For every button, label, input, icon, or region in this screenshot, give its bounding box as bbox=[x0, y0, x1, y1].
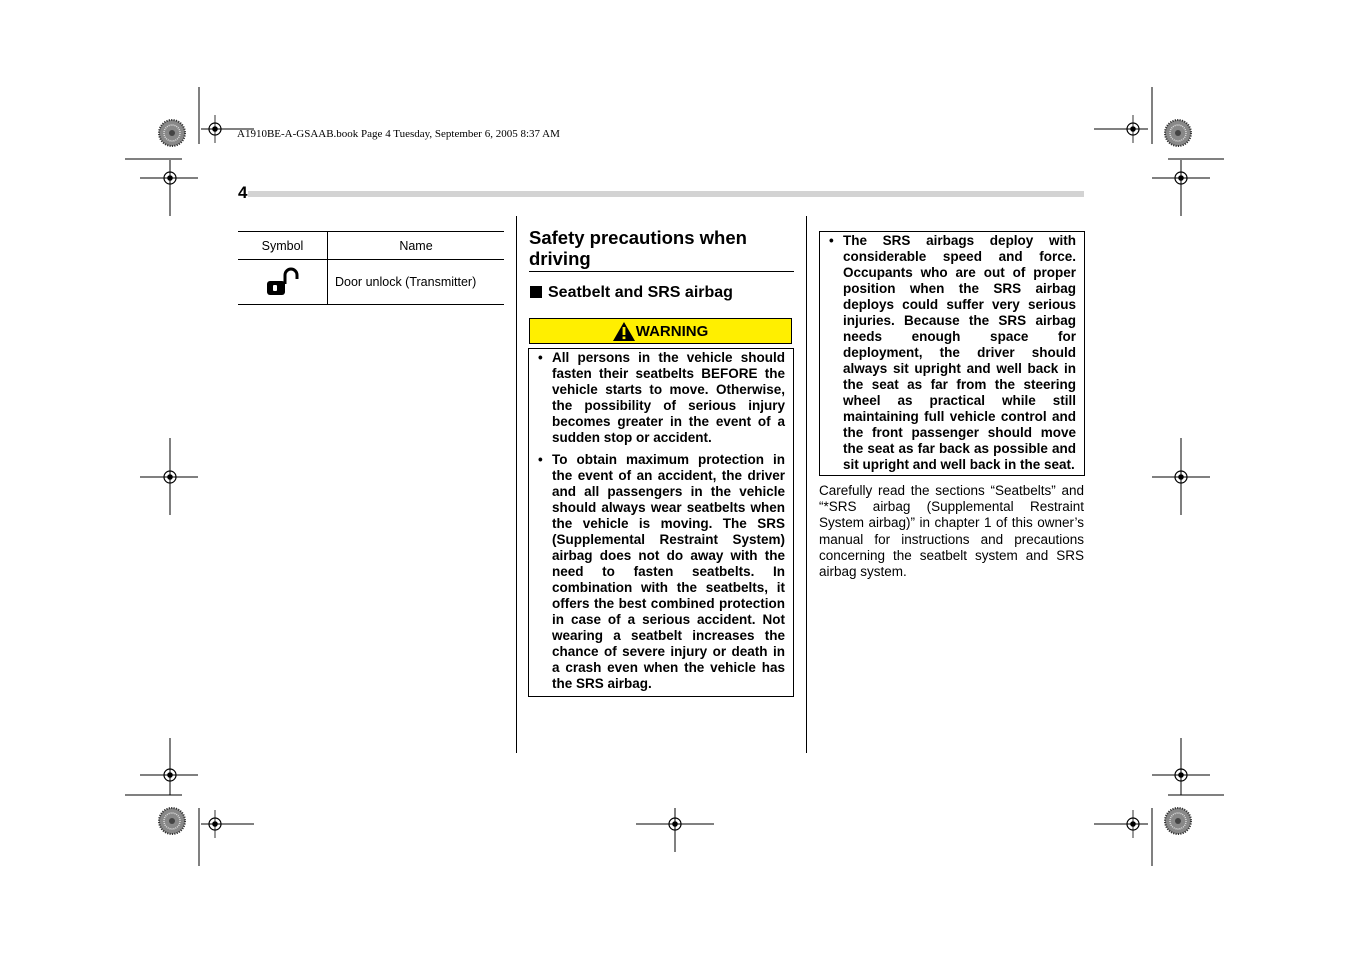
padlock-open-icon bbox=[265, 267, 301, 297]
subsection-title bbox=[530, 284, 733, 302]
warning-box bbox=[528, 348, 794, 697]
symbol-table bbox=[238, 231, 504, 305]
body-paragraph: Carefully read the sections “Seatbelts” and “*SRS airbag (Supplemental Restraint System airbag)” in chapter 1 of this owner’s manual for instructions and precautions concerning the seatbelt system and SRS airbag system. bbox=[819, 483, 1084, 580]
subsection-title-text: Seatbelt and SRS airbag bbox=[548, 284, 733, 301]
symbol-column-header: Symbol bbox=[238, 232, 328, 260]
warning-item: • All persons in the vehicle should fasten their seatbelts BEFORE the vehicle starts to move. Otherwise, the possibility of serious injury becomes greater in the event of a sudden stop or accident. bbox=[543, 350, 785, 446]
warning-banner bbox=[529, 318, 792, 344]
symbol-cell bbox=[238, 260, 328, 305]
square-bullet-icon bbox=[530, 286, 542, 298]
symbol-name-cell: Door unlock (Transmitter) bbox=[328, 260, 505, 305]
warning-item: • To obtain maximum protection in the event of an accident, the driver and all passengers in the vehicle should always wear seatbelts when the vehicle is moving. The SRS (Supplemental Restraint System) airbag does not do away with the need to fasten seatbelts. In combination with the seatbelts, it offers the best combined protection in case of a serious accident. Not wearing a seatbelt increases the chance of severe injury or death in a crash even when the vehicle has the SRS airbag. bbox=[543, 452, 785, 692]
table-row bbox=[238, 260, 504, 305]
name-column-header: Name bbox=[328, 232, 505, 260]
book-header-line: A1910BE-A-GSAAB.book Page 4 Tuesday, September 6, 2005 8:37 AM bbox=[237, 128, 560, 140]
page-number: 4 bbox=[238, 183, 248, 202]
warning-triangle-icon bbox=[613, 322, 635, 341]
page-header-bar bbox=[248, 191, 1084, 197]
section-title: Safety precautions when driving bbox=[529, 227, 794, 272]
warning-item: • The SRS airbags deploy with considerable speed and force. Occupants who are out of proper position when the SRS airbag deploys could suffer very serious injuries. Because the SRS airbag needs enough space for deployment, the driver should always sit upright and well back in the seat as far from the steering wheel as practical while still maintaining full vehicle control and the front passenger should move the seat as far back as possible and sit upright and well back in the seat. bbox=[834, 233, 1076, 473]
warning-box-continued bbox=[819, 231, 1085, 476]
column-divider-right bbox=[806, 216, 807, 753]
column-divider-left bbox=[516, 216, 517, 753]
warning-label: WARNING bbox=[635, 322, 709, 340]
